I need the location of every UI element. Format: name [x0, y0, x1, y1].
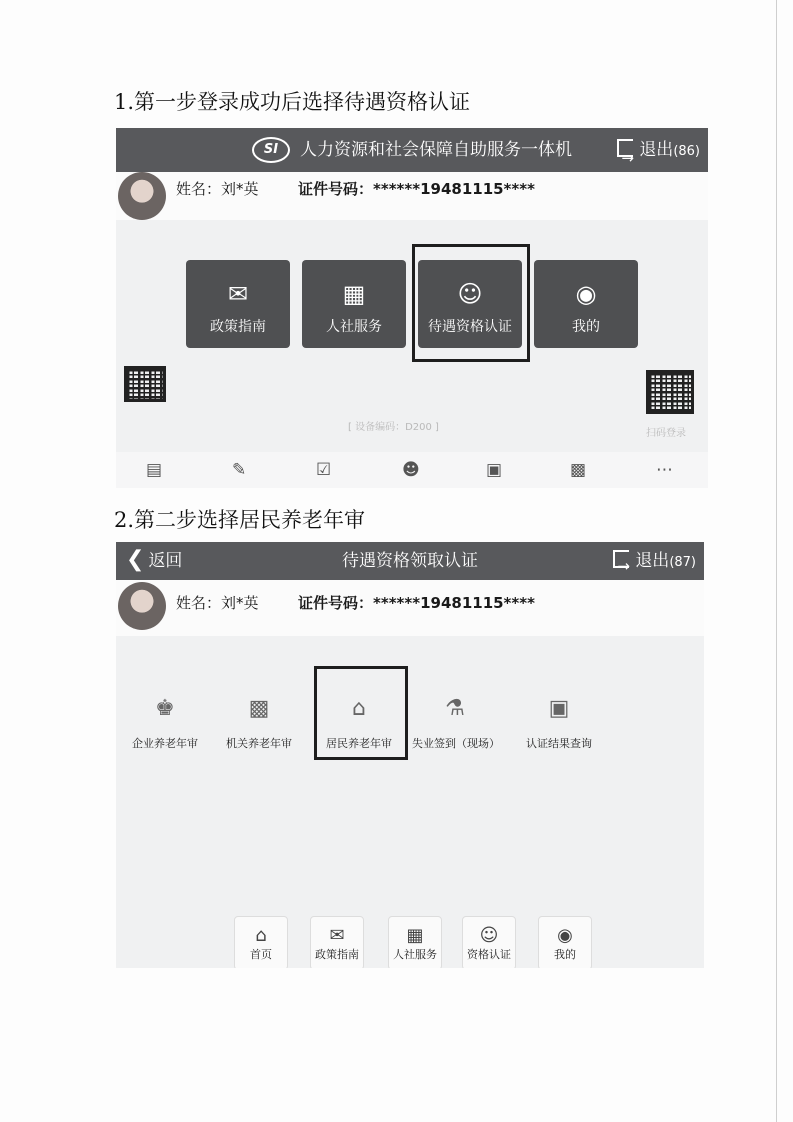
tile-label: 政策指南	[210, 319, 266, 335]
screenshot-step1	[116, 128, 708, 488]
face-scan-icon: ☺	[479, 925, 499, 946]
step1-heading: 1.第一步登录成功后选择待遇资格认证	[114, 90, 471, 114]
form-icon[interactable]: ☑	[316, 460, 332, 480]
logout-button[interactable]	[617, 128, 700, 172]
tile-label: 人社服务	[326, 319, 382, 335]
more-icon[interactable]: ⋯	[656, 460, 673, 480]
logout-label: 退出	[639, 140, 674, 160]
si-logo-icon: SI	[252, 137, 290, 163]
user-name: 姓名：刘*英	[176, 180, 259, 198]
house-icon: ⌂	[352, 696, 366, 721]
tab-home[interactable]	[234, 916, 288, 968]
scan-login-label: 扫码登录	[646, 428, 686, 439]
building-icon: ▩	[248, 696, 270, 721]
qr-code-left	[124, 366, 166, 402]
people-board-icon: ▦	[342, 280, 366, 308]
service-enterprise-pension[interactable]	[122, 696, 208, 751]
tab-label: 首页	[250, 948, 272, 961]
user-info-bar	[116, 172, 708, 220]
mail-icon: ✉	[227, 280, 249, 308]
home-icon: ⌂	[255, 925, 267, 946]
tab-qualification-auth[interactable]	[462, 916, 516, 968]
top-bar	[116, 128, 708, 172]
top-bar	[116, 542, 704, 580]
logout-label: 退出	[635, 551, 670, 571]
user-id-number: 证件号码：******19481115****	[298, 594, 535, 612]
device-code: [ 设备编码：D200 ]	[348, 422, 439, 433]
logout-countdown: (87)	[669, 555, 696, 570]
bottom-icon-strip	[116, 452, 708, 488]
chevron-left-icon: ❮	[126, 547, 145, 572]
service-label: 失业签到（现场）	[412, 737, 500, 750]
highlight-frame	[412, 244, 530, 362]
service-government-pension[interactable]	[216, 696, 302, 751]
tab-mine[interactable]	[538, 916, 592, 968]
back-label: 返回	[148, 551, 183, 571]
tab-label: 我的	[554, 948, 576, 961]
step2-heading: 2.第二步选择居民养老年审	[114, 508, 366, 532]
avatar	[118, 582, 166, 630]
service-label: 机关养老年审	[226, 737, 292, 750]
tab-hr-services[interactable]	[388, 916, 442, 968]
briefcase-icon[interactable]: ▩	[570, 460, 587, 480]
search-card-icon: ▣	[548, 696, 570, 721]
user-id-number: 证件号码：******19481115****	[298, 180, 535, 198]
people-board-icon: ▦	[406, 925, 424, 946]
tab-label: 人社服务	[393, 948, 437, 961]
person-luggage-icon: ⚗	[445, 696, 465, 721]
tile-policy-guide[interactable]	[186, 260, 290, 348]
tab-label: 资格认证	[467, 948, 511, 961]
service-unemployment-signin[interactable]	[412, 696, 498, 751]
service-label: 认证结果查询	[526, 737, 592, 750]
user-circle-icon: ◉	[575, 280, 597, 308]
user-circle-icon: ◉	[557, 925, 573, 946]
id-card-icon[interactable]: ▤	[146, 460, 163, 480]
highlight-frame	[314, 666, 408, 760]
logout-button[interactable]	[613, 542, 696, 580]
app-title-text: 人力资源和社会保障自助服务一体机	[300, 140, 572, 160]
tile-label: 待遇资格认证	[428, 319, 512, 335]
user-info-bar	[116, 580, 704, 636]
tile-label: 我的	[572, 319, 600, 335]
logout-icon	[613, 550, 629, 568]
face-scan-icon: ☺	[457, 280, 483, 308]
page-title: 待遇资格领取认证	[342, 551, 478, 571]
service-label: 居民养老年审	[326, 737, 392, 750]
service-result-query[interactable]	[516, 696, 602, 751]
card-icon[interactable]: ▣	[486, 460, 503, 480]
avatar	[118, 172, 166, 220]
user-name: 姓名：刘*英	[176, 594, 259, 612]
tile-hr-services[interactable]	[302, 260, 406, 348]
logout-icon	[617, 139, 633, 157]
qr-code-right	[646, 370, 694, 414]
mail-icon: ✉	[329, 925, 345, 946]
tile-mine[interactable]	[534, 260, 638, 348]
group-icon: ♚	[155, 696, 175, 721]
tab-label: 政策指南	[315, 948, 359, 961]
page-edge-line	[776, 0, 777, 1122]
logout-countdown: (86)	[673, 144, 700, 159]
document-icon[interactable]: ✎	[232, 460, 247, 480]
screenshot-step2	[116, 542, 704, 968]
tab-policy-guide[interactable]	[310, 916, 364, 968]
service-label: 企业养老年审	[132, 737, 198, 750]
person-icon[interactable]: ☻	[402, 460, 420, 480]
